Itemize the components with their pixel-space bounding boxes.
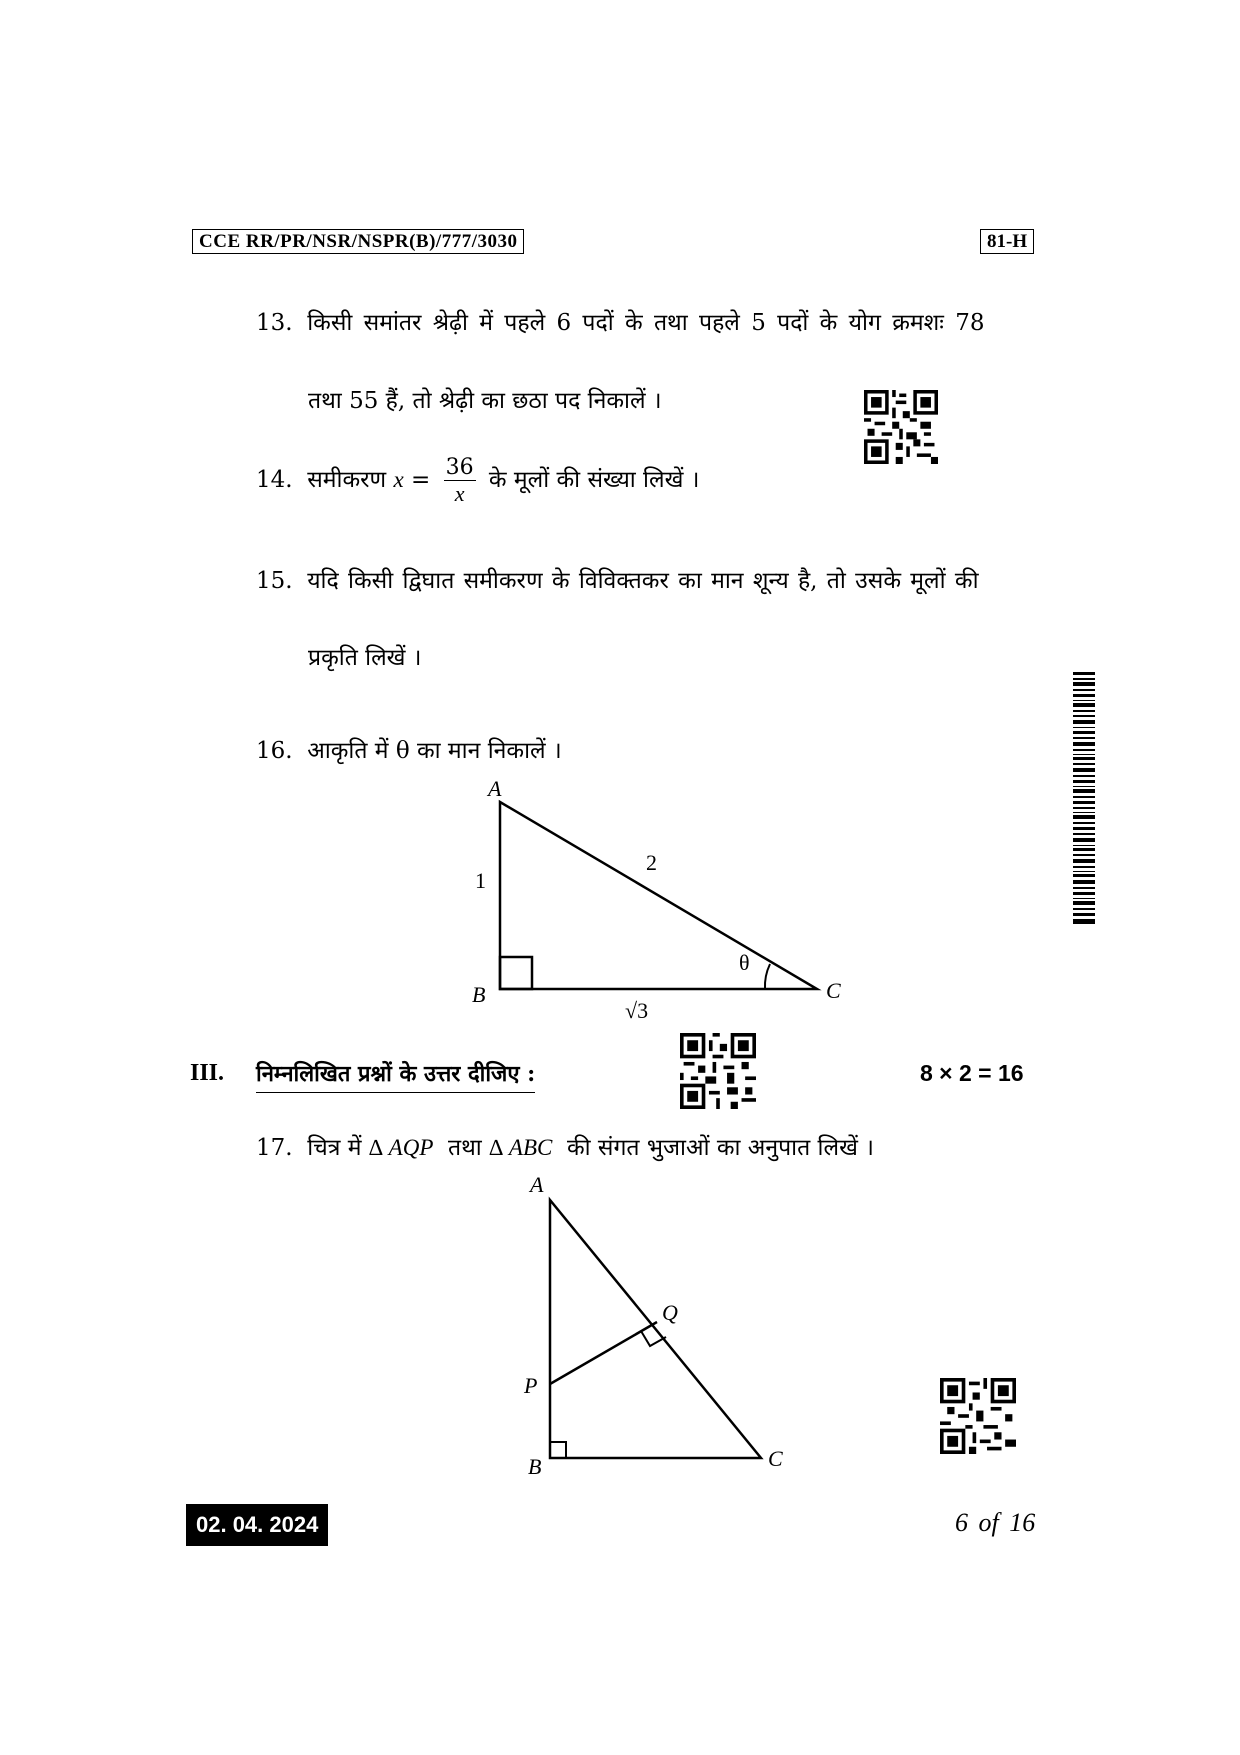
vertex-q-label: Q [662,1300,678,1325]
question-number: 16. [256,738,293,764]
triangle-abc: ∆ ABC [489,1135,553,1160]
vertex-b-label: B [528,1454,542,1474]
vertex-c-label: C [768,1446,783,1471]
vertex-a-label: A [488,776,502,801]
question-number: 17. [256,1135,293,1161]
question-text: आकृति में θ का मान निकालें । [307,738,562,764]
side-ab-label: 1 [475,868,486,893]
vertex-b-label: B [472,982,486,1007]
question-15-line2: प्रकृति लिखें । [308,645,422,671]
question-number: 15. [256,568,293,594]
triangle-aqp: ∆ AQP [368,1135,434,1160]
angle-theta-label: θ [739,950,750,975]
question-15 [256,563,979,595]
subject-code: 81-H [980,229,1034,254]
right-angle-marker-q [641,1331,666,1346]
vertex-a-label: A [530,1172,544,1197]
qr-code [680,1033,756,1109]
vertex-p-label: P [524,1373,538,1398]
question-number: 14. [256,467,293,493]
question-13 [256,305,985,337]
question-text: यदि किसी द्विघात समीकरण के विविक्तकर का मान शून्य है, तो उसके मूलों की [307,568,979,594]
question-post: की संगत भुजाओं का अनुपात लिखें । [566,1135,874,1161]
question-16 [256,733,562,765]
variable-x: x [393,467,404,492]
question-17 [256,1130,874,1162]
section-number: III. [190,1060,225,1086]
qr-code [940,1378,1016,1454]
fraction [444,455,476,507]
question-post: के मूलों की संख्या लिखें । [488,467,700,493]
section-marks: 8 × 2 = 16 [920,1060,1024,1086]
side-bc-label: √3 [625,998,649,1023]
triangle-abc [500,802,817,989]
right-angle-marker [500,957,532,989]
right-angle-marker-b [550,1442,566,1458]
section-title: निम्नलिखित प्रश्नों के उत्तर दीजिए : [256,1058,535,1093]
paper-code: CCE RR/PR/NSR/NSPR(B)/777/3030 [192,229,524,254]
question-mid: तथा [448,1135,482,1161]
exam-date: 02. 04. 2024 [186,1504,328,1546]
question-pre: चित्र में [307,1135,362,1161]
denominator: x [454,481,465,506]
triangle-figure-17 [510,1168,810,1474]
question-13-line2: तथा 55 हैं, तो श्रेढ़ी का छठा पद निकालें । [308,388,662,414]
qr-code [864,390,938,464]
angle-arc [765,964,770,989]
triangle-abc-outline [550,1200,761,1458]
question-number: 13. [256,310,293,336]
side-ac-label: 2 [646,850,657,875]
vertex-c-label: C [826,978,841,1003]
page-number: 6 of 16 [955,1508,1036,1537]
question-14 [256,455,699,507]
triangle-figure-16 [460,770,860,1030]
question-text: किसी समांतर श्रेढ़ी में पहले 6 पदों के तथा पहले 5 पदों के योग क्रमशः 78 [307,310,985,336]
barcode [1073,672,1095,924]
question-pre: समीकरण [307,467,387,493]
equals-sign: = [411,467,431,493]
numerator: 36 [445,455,474,480]
